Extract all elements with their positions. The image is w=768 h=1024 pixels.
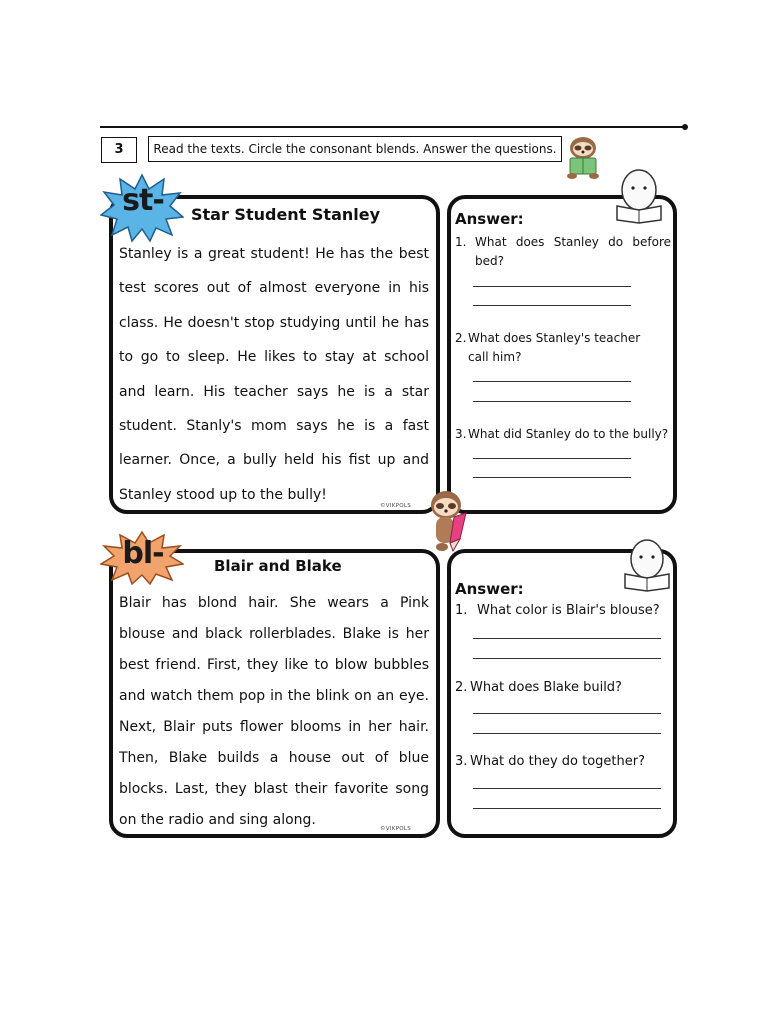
answer-line[interactable] bbox=[473, 713, 661, 714]
instructions: Read the texts. Circle the consonant blends. Answer the questions. bbox=[148, 136, 562, 162]
question-2: 2. What does Stanley's teacher call him? bbox=[455, 331, 641, 364]
answer-line[interactable] bbox=[473, 733, 661, 734]
question-3: 3. What do they do together? bbox=[455, 754, 646, 769]
answer-line[interactable] bbox=[473, 286, 631, 287]
answer-line[interactable] bbox=[473, 658, 661, 659]
copyright: ©VIKPOLS bbox=[380, 503, 412, 509]
sloth-pencil-icon bbox=[420, 487, 478, 557]
question-2: 2. What does Blake build? bbox=[455, 680, 622, 695]
question-1: 1. What does Stanley do before bed? bbox=[455, 235, 671, 268]
question-1: 1. What color is Blair's blouse? bbox=[455, 603, 660, 618]
answer-line[interactable] bbox=[473, 477, 631, 478]
egg-reading-icon bbox=[620, 538, 674, 592]
question-3: 3. What did Stanley do to the bully? bbox=[455, 427, 669, 441]
egg-reading-icon bbox=[612, 168, 666, 224]
blend-label: bl- bbox=[122, 536, 164, 571]
copyright: ©VIKPOLS bbox=[380, 826, 412, 832]
story-passage: Blair has blond hair. She wears a Pink blouse and black rollerblades. Blake is her best friend. First, they like to blow bubbles and watch them pop in the blink on an eye. Next, Blair puts flower blooms in her hair. Then, Blake builds a house out of blue blocks. Last, they blast their favorite song on the radio and sing along. bbox=[119, 595, 429, 828]
answer-line[interactable] bbox=[473, 458, 631, 459]
story-title: Blair and Blake bbox=[214, 557, 342, 575]
story-title: Star Student Stanley bbox=[191, 205, 381, 224]
answer-line[interactable] bbox=[473, 401, 631, 402]
sloth-reading-icon bbox=[562, 134, 604, 180]
top-rule bbox=[100, 126, 686, 128]
answer-heading: Answer: bbox=[455, 580, 524, 598]
answer-line[interactable] bbox=[473, 638, 661, 639]
answer-line[interactable] bbox=[473, 808, 661, 809]
blend-label: st- bbox=[122, 183, 164, 218]
answer-line[interactable] bbox=[473, 381, 631, 382]
page-number: 3 bbox=[101, 137, 137, 163]
answer-line[interactable] bbox=[473, 305, 631, 306]
answer-line[interactable] bbox=[473, 788, 661, 789]
answer-heading: Answer: bbox=[455, 210, 524, 228]
story-passage: Stanley is a great student! He has the best test scores out of almost everyone in his class. He doesn't stop studying until he has to go to sleep. He likes to stay at school and learn. His teacher says he is a star student. Stanly's mom says he is a fast learner. Once, a bully held his fist up and Stanley stood up to the bully! bbox=[119, 246, 429, 503]
